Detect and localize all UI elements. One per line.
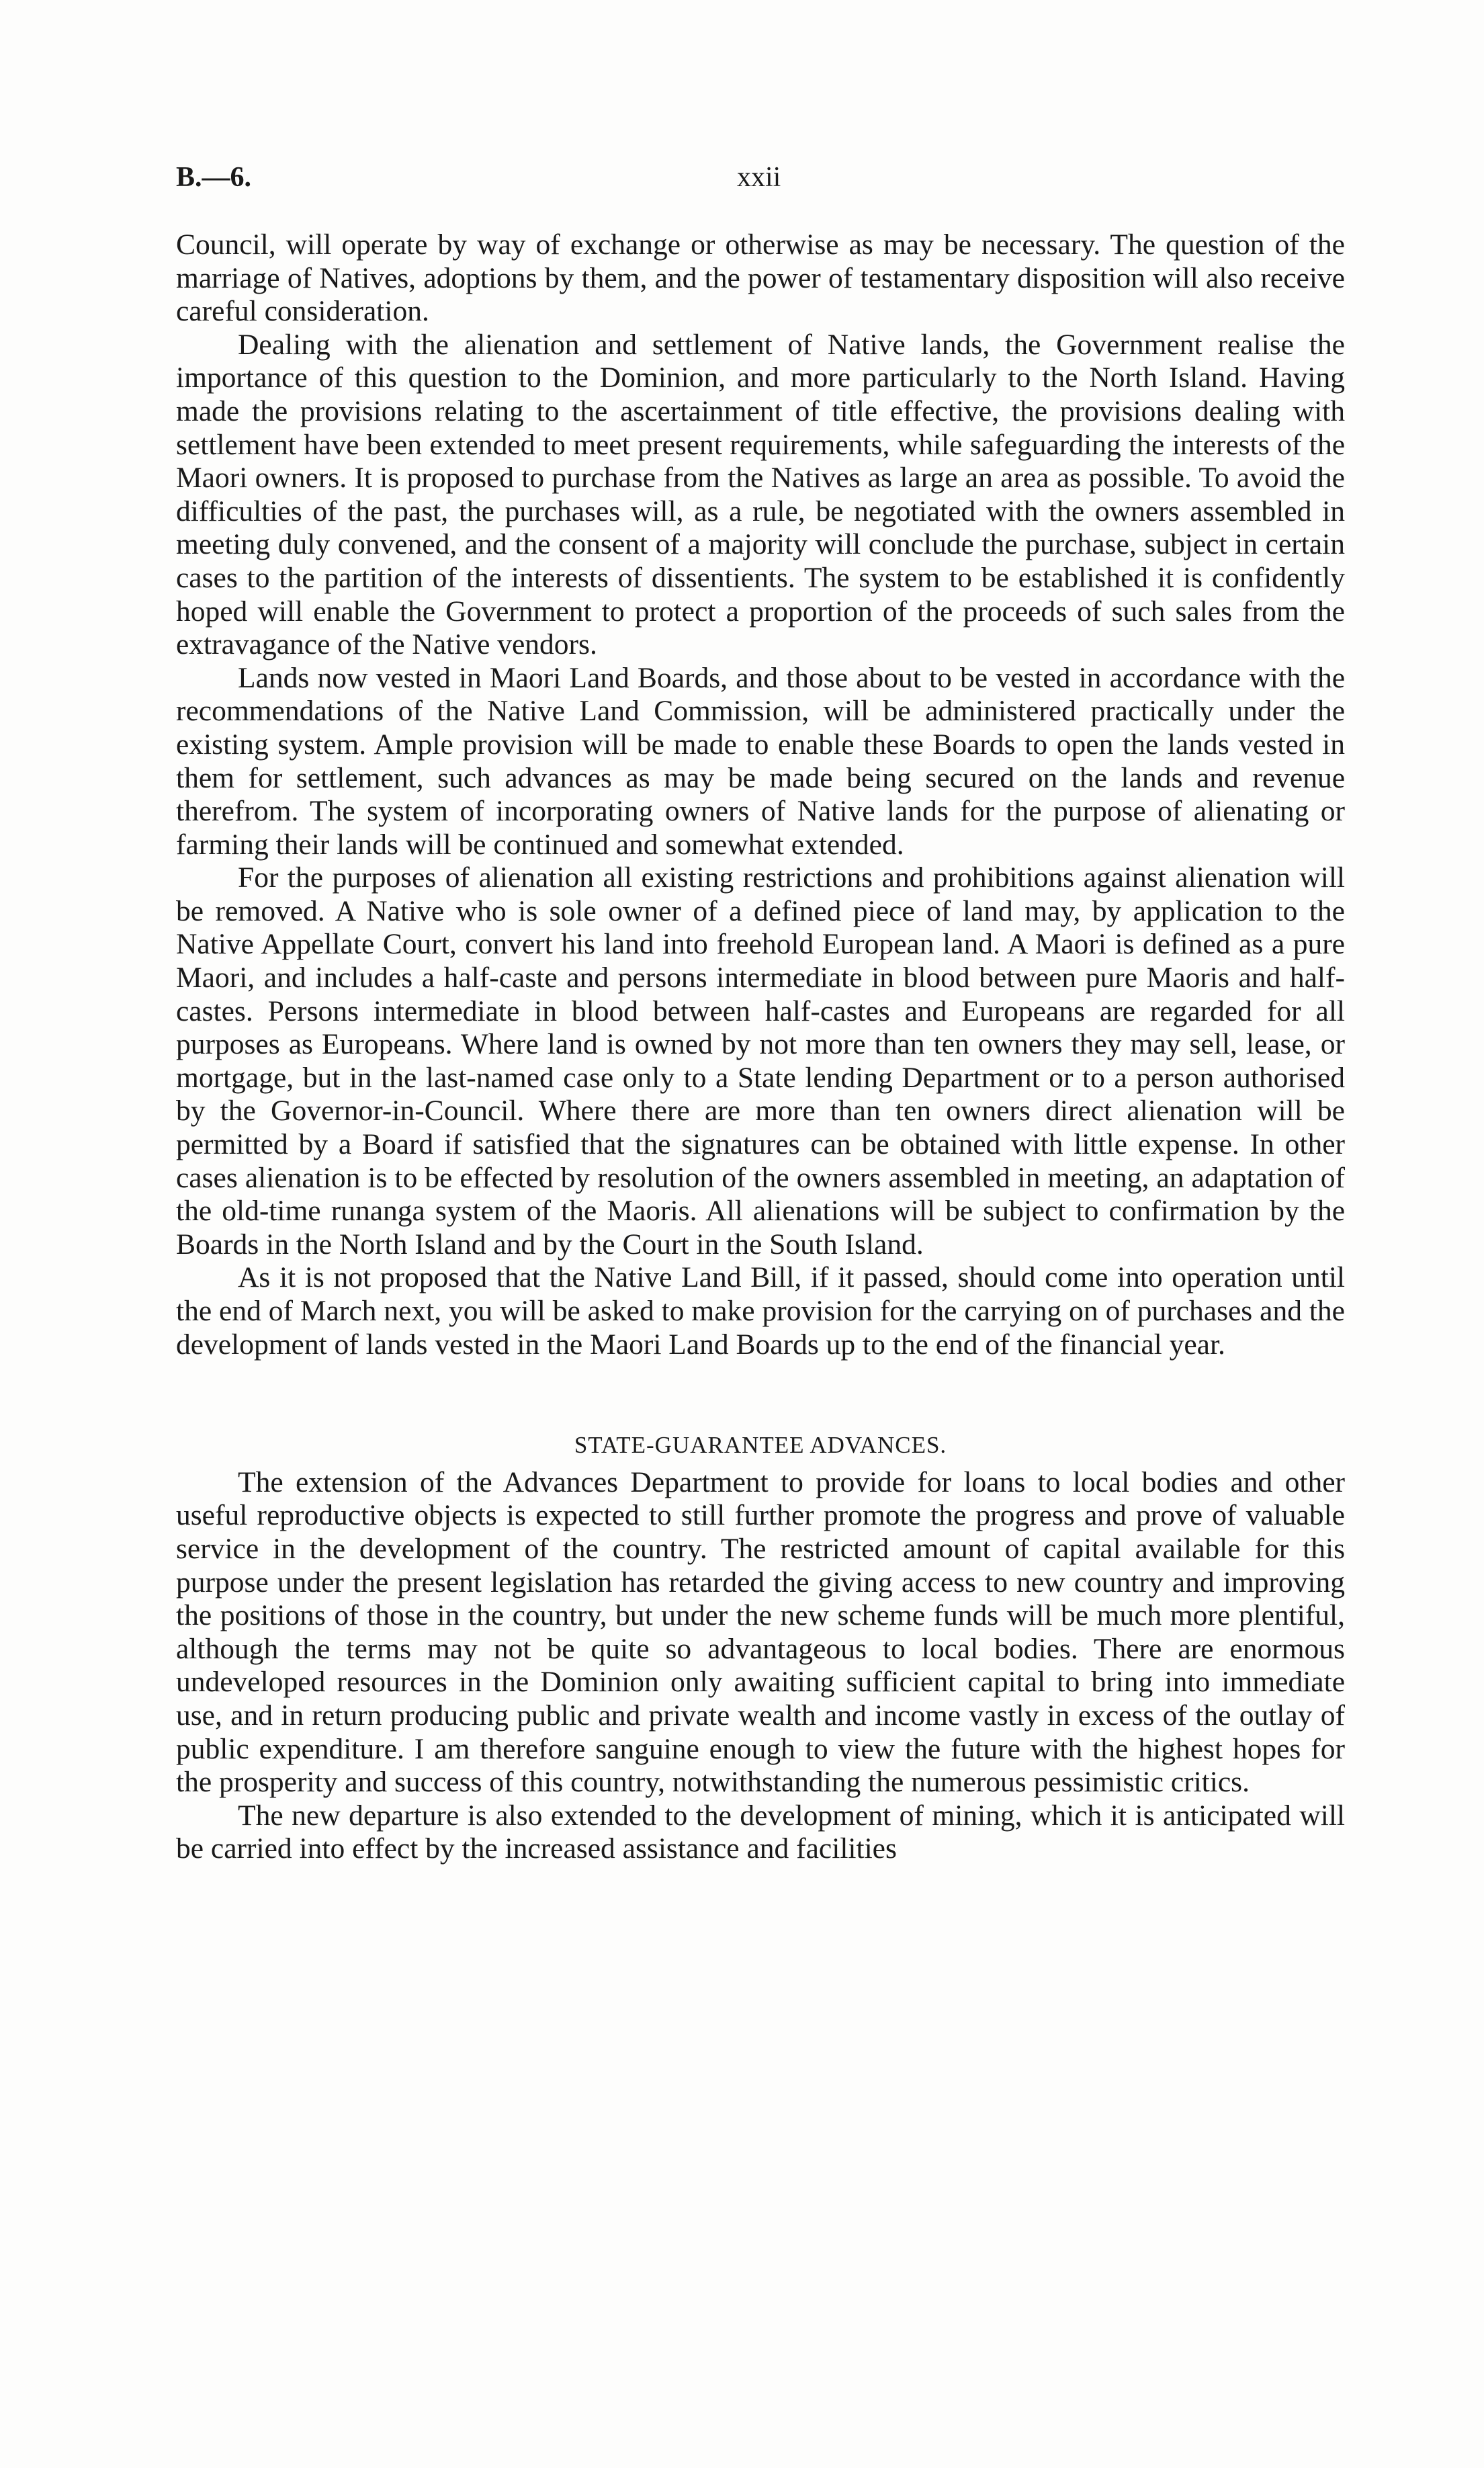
page-number: xxii — [737, 162, 781, 193]
paragraph-maori-land-boards: Lands now vested in Maori Land Boards, and those about to be vested in accordance with the recommendations of the Native Land Commission, will be administered practically under the existing system. Ample provision will be made to enable these Boards to open the lands vested in them for settlement, such advances as may be made being secured on the lands and revenue therefrom. The system of incorporating owners of Native lands for the purpose of alienating or farming their lands will be continued and somewhat extended. — [176, 661, 1345, 861]
paragraph-alienation-restrictions: For the purposes of alienation all existing restrictions and prohibitions against alienation will be removed. A Native who is sole owner of a defined piece of land may, by application to the Native Appellate Court, convert his land into freehold European land. A Maori is defined as a pure Maori, and includes a half-caste and persons intermediate in blood between pure Maoris and half-castes. Persons intermediate in blood between half-castes and Europeans are regarded for all purposes as Europeans. Where land is owned by not more than ten owners they may sell, lease, or mortgage, but in the last-named case only to a State lending Department or to a person authorised by the Governor-in-Council. Where there are more than ten owners direct alienation will be permitted by a Board if satisfied that the signatures can be obtained with little expense. In other cases alienation is to be effected by resolution of the owners assembled in meeting, an adaptation of the old-time runanga system of the Maoris. All alienations will be subject to confirmation by the Boards in the North Island and by the Court in the South Island. — [176, 861, 1345, 1261]
body-text — [176, 228, 1345, 1866]
document-reference: B.—6. — [176, 162, 252, 193]
paragraph-advances-department: The extension of the Advances Department to provide for loans to local bodies and other useful reproductive objects is expected to still further promote the progress and prove of valuable service in the development of the country. The restricted amount of capital available for this purpose under the present legislation has retarded the giving access to new country and improving the positions of those in the country, but under the new scheme funds will be much more plentiful, although the terms may not be quite so advantageous to local bodies. There are enormous undeveloped resources in the Dominion only awaiting sufficient capital to bring into immediate use, and in return producing public and private wealth and income vastly in excess of the outlay of public expenditure. I am therefore sanguine enough to view the future with the highest hopes for the prosperity and success of this country, notwithstanding the numerous pessimistic critics. — [176, 1465, 1345, 1799]
paragraph-continuation: Council, will operate by way of exchange or otherwise as may be necessary. The question of the marriage of Natives, adoptions by them, and the power of testamentary disposition will also receive careful consideration. — [176, 228, 1345, 328]
paragraph-native-lands-alienation: Dealing with the alienation and settlement of Native lands, the Government realise the importance of this question to the Dominion, and more particularly to the North Island. Having made the provisions relating to the ascertainment of title effective, the provisions dealing with settlement have been extended to meet present requirements, while safeguarding the interests of the Maori owners. It is proposed to purchase from the Natives as large an area as possible. To avoid the difficulties of the past, the purchases will, as a rule, be negotiated with the owners assembled in meeting duly convened, and the consent of a majority will conclude the purchase, subject in certain cases to the partition of the interests of dissentients. The system to be established it is confidently hoped will enable the Government to protect a proportion of the proceeds of such sales from the extravagance of the Native vendors. — [176, 328, 1345, 661]
paragraph-native-land-bill: As it is not proposed that the Native Land Bill, if it passed, should come into operation until the end of March next, you will be asked to make provision for the carrying on of purchases and the development of lands vested in the Maori Land Boards up to the end of the financial year. — [176, 1261, 1345, 1361]
section-heading: STATE-GUARANTEE ADVANCES. — [574, 1432, 947, 1459]
page-header — [176, 161, 1318, 202]
paragraph-mining-development: The new departure is also extended to the development of mining, which it is anticipated will be carried into effect by the increased assistance and facilities — [176, 1799, 1345, 1865]
